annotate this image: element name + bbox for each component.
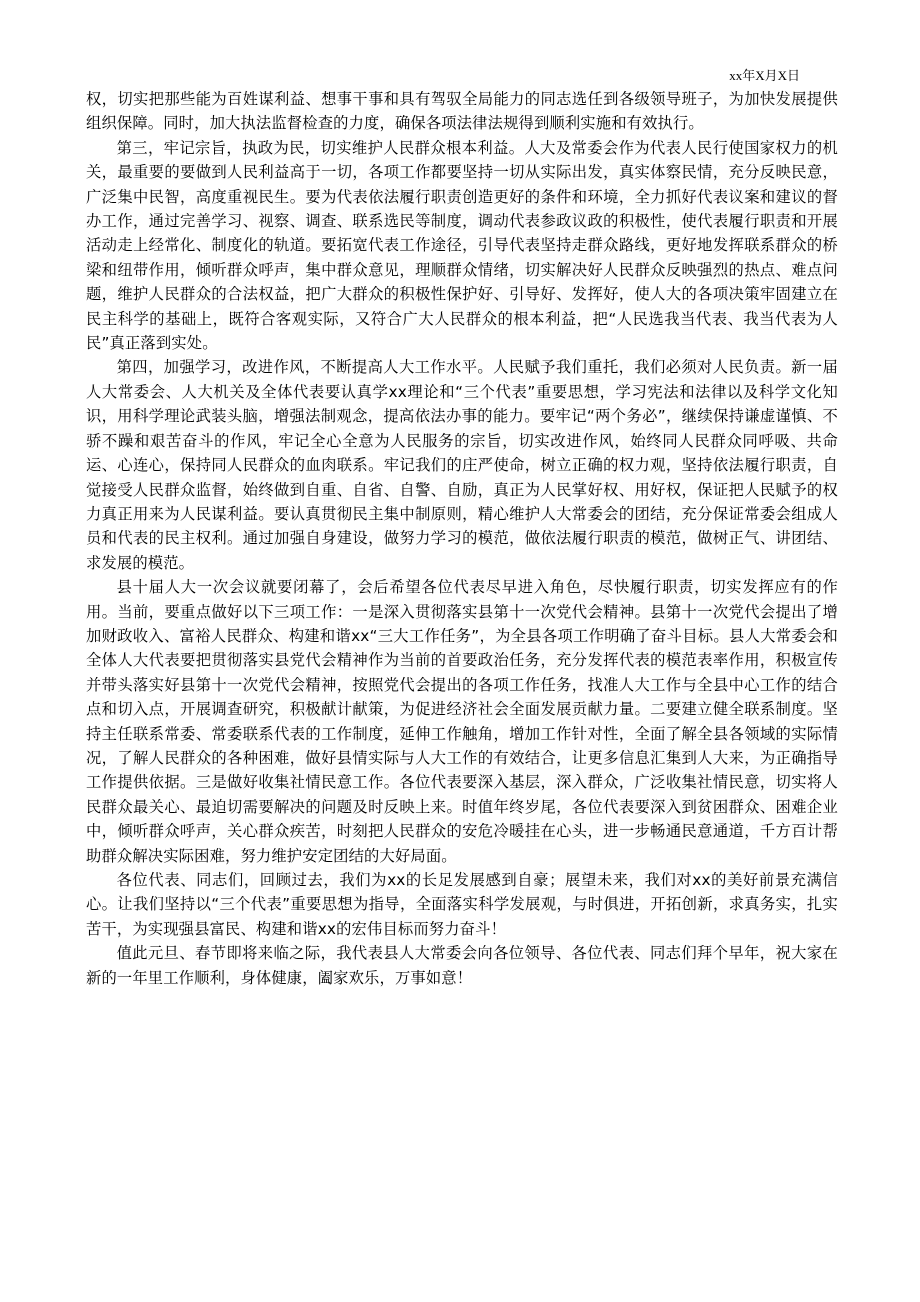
paragraph-closing-tasks: 县十届人大一次会议就要闭幕了，会后希望各位代表尽早进入角色，尽快履行职责，切实发挥应有的作用。当前，要重点做好以下三项工作：一是深入贯彻落实县第十一次党代会精神。县第十一次党代会提出了增加财政收入、富裕人民群众、构建和谐xx“三大工作任务”，为全县各项工作明确了奋斗目标。县人大常委会和全体人大代表要把贯彻落实县党代会精神作为当前的首要政治任务，充分发挥代表的模范表率作用，积极宣传并带头落实好县第十一次党代会精神，按照党代会提出的各项工作任务，找准人大工作与全县中心工作的结合点和切入点，开展调查研究，积极献计献策，为促进经济社会全面发展贡献力量。二要建立健全联系制度。坚持主任联系常委、常委联系代表的工作制度，延伸工作触角，增加工作针对性，全面了解全县各领域的实际情况，了解人民群众的各种困难，做好县情实际与人大工作的有效结合，让更多信息汇集到人大来，为正确指导工作提供依据。三是做好收集社情民意工作。各位代表要深入基层，深入群众，广泛收集社情民意，切实将人民群众最关心、最迫切需要解决的问题及时反映上来。时值年终岁尾，各位代表要深入到贫困群众、困难企业中，倾听群众呼声，关心群众疾苦，时刻把人民群众的安危冷暖挂在心头，进一步畅通民意通道，千方百计帮助群众解决实际困难，努力维护安定团结的大好局面。 xyxy=(86,578,838,865)
document-body xyxy=(86,87,838,990)
paragraph-greetings: 值此元旦、春节即将来临之际，我代表县人大常委会向各位领导、各位代表、同志们拜个早年，祝大家在新的一年里工作顺利，身体健康，阖家欢乐，万事如意！ xyxy=(86,944,838,987)
paragraph-continued: 权，切实把那些能为百姓谋利益、想事干事和具有驾驭全局能力的同志选任到各级领导班子，为加快发展提供组织保障。同时，加大执法监督检查的力度，确保各项法律法规得到顺利实施和有效执行。 xyxy=(86,90,838,133)
header-date: xx年X月X日 xyxy=(729,68,800,83)
paragraph-conclusion: 各位代表、同志们，回顾过去，我们为xx的长足发展感到自豪；展望未来，我们对xx的美好前景充满信心。让我们坚持以“三个代表”重要思想为指导，全面落实科学发展观，与时俱进，开拓创新，求真务实，扎实苦干，为实现强县富民、构建和谐xx的宏伟目标而努力奋斗！ xyxy=(86,871,838,938)
paragraph-fourth-point: 第四，加强学习，改进作风，不断提高人大工作水平。人民赋予我们重托，我们必须对人民负责。新一届人大常委会、人大机关及全体代表要认真学xx理论和“三个代表”重要思想，学习宪法和法律以及科学文化知识，用科学理论武装头脑，增强法制观念，提高依法办事的能力。要牢记“两个务必”，继续保持谦虚谨慎、不骄不躁和艰苦奋斗的作风，牢记全心全意为人民服务的宗旨，切实改进作风，始终同人民群众同呼吸、共命运、心连心，保持同人民群众的血肉联系。牢记我们的庄严使命，树立正确的权力观，坚持依法履行职责，自觉接受人民群众监督，始终做到自重、自省、自警、自励，真正为人民掌好权、用好权，保证把人民赋予的权力真正用来为人民谋利益。要认真贯彻民主集中制原则，精心维护人大常委会的团结，充分保证常委会组成人员和代表的民主权利。通过加强自身建设，做努力学习的模范，做依法履行职责的模范，做树正气、讲团结、求发展的模范。 xyxy=(86,358,838,572)
paragraph-third-point: 第三，牢记宗旨，执政为民，切实维护人民群众根本利益。人大及常委会作为代表人民行使国家权力的机关，最重要的要做到人民利益高于一切，各项工作都要坚持一切从实际出发，真实体察民情，充分反映民意，广泛集中民智，高度重视民生。要为代表依法履行职责创造更好的条件和环境，全力抓好代表议案和建议的督办工作，通过完善学习、视察、调查、联系选民等制度，调动代表参政议政的积极性，使代表履行职责和开展活动走上经常化、制度化的轨道。要拓宽代表工作途径，引导代表坚持走群众路线，更好地发挥联系群众的桥梁和纽带作用，倾听群众呼声，集中群众意见，理顺群众情绪，切实解决好人民群众反映强烈的热点、难点问题，维护人民群众的合法权益，把广大群众的积极性保护好、引导好、发挥好，使人大的各项决策牢固建立在民主科学的基础上，既符合客观实际，又符合广大人民群众的根本利益，把“人民选我当代表、我当代表为人民”真正落到实处。 xyxy=(86,138,838,353)
